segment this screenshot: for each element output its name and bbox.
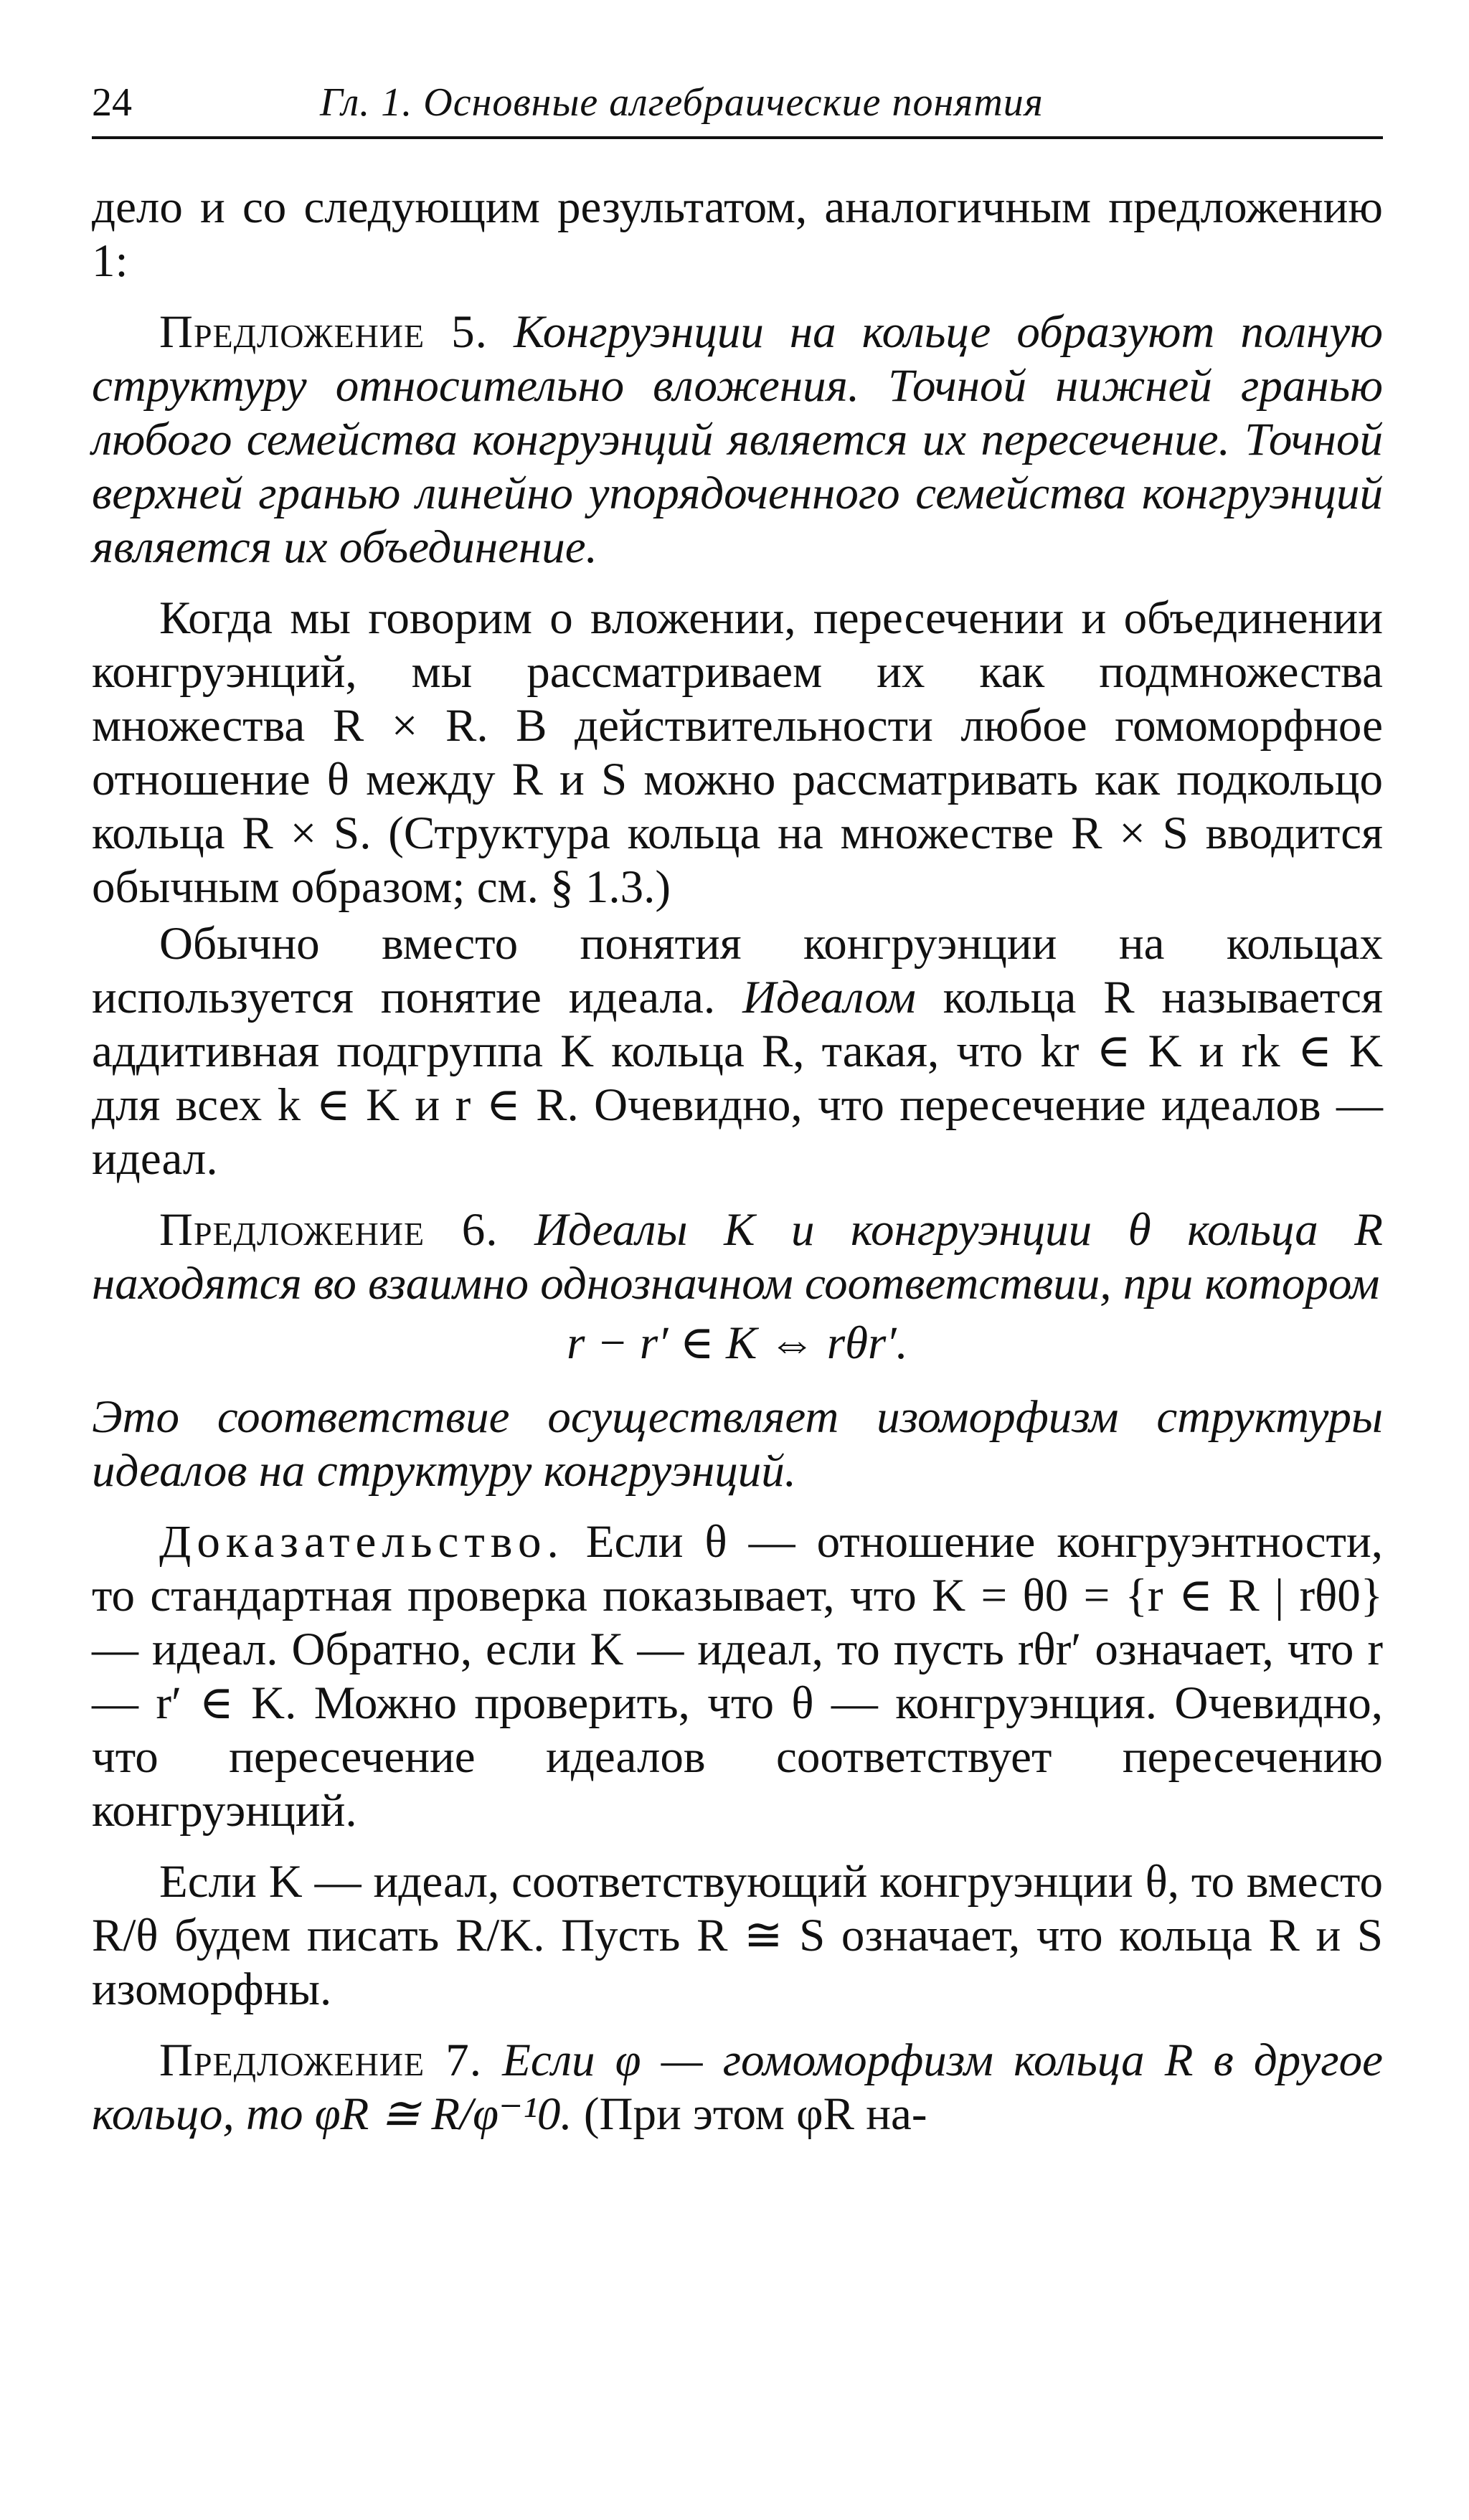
proposition-6-conclusion: Это соответствие осуществляет изоморфизм структуры идеалов на структуру конгруэнций. — [92, 1391, 1383, 1497]
proof-text: Если θ — отношение конгруэнтности, то стандартная проверка показывает, что K = θ0 = {r ∈ R | rθ0} — идеал. Обратно, если K — идеал, то пусть rθr′ означает, что r — r′ ∈ K. Можно проверить, что θ — конгруэнция. Очевидно, что пересечение идеалов соответствует пересечению конгруэнций. — [92, 1516, 1384, 1837]
paragraph-quotient-notation: Если K — идеал, соответствующий конгруэнции θ, то вместо R/θ будем писать R/K. Пусть R ≅ S означает, что кольца R и S изоморфны. — [92, 1856, 1383, 2015]
proposition-6 — [92, 1203, 1383, 1311]
proof-label: Доказательство. — [159, 1516, 565, 1568]
proposition-6-label: Предложение 6. — [159, 1204, 499, 1256]
proposition-6-formula: r − r′ ∈ K ⇔ rθr′. — [567, 1317, 908, 1369]
header-rule — [92, 136, 1383, 139]
running-title: Гл. 1. Основные алгебраические понятия — [320, 80, 1044, 125]
proposition-7 — [92, 2034, 1383, 2141]
proposition-7-label: Предложение 7. — [159, 2035, 483, 2086]
proposition-6-text: Идеалы K и конгруэнции θ кольца R находятся во взаимно однозначном соответствии, при котором — [92, 1204, 1383, 1309]
proposition-7-tail: (При этом φR на- — [583, 2088, 927, 2140]
ideal-term: Идеалом — [742, 972, 916, 1023]
proposition-5 — [92, 305, 1383, 574]
proposition-5-label: Предложение 5. — [159, 306, 488, 358]
paragraph-continuation: дело и со следующим результатом, аналогичным предложению 1: — [92, 181, 1383, 287]
paragraph-ideal-definition — [92, 917, 1383, 1186]
ideal-definition-text: кольца R называется аддитивная подгруппа K кольца R, такая, что kr ∈ K и rk ∈ K для всех k ∈ K и r ∈ R. Очевидно, что пересечение идеалов — идеал. — [92, 972, 1384, 1185]
page-body — [92, 181, 1383, 2141]
paragraph-inclusion: Когда мы говорим о вложении, пересечении и объединении конгруэнций, мы рассматриваем их как подмножества множества R × R. В действительности любое гомоморфное отношение θ между R и S можно рассматривать как подкольцо кольца R × S. (Структура кольца на множестве R × S вводится обычным образом; см. § 1.3.) — [92, 592, 1383, 913]
proposition-5-text: Конгруэнции на кольце образуют полную структуру относительно вложения. Точной нижней гранью любого семейства конгруэнций является их пересечение. Точной верхней гранью линейно упорядоченного семейства конгруэнций является их объединение. — [92, 306, 1384, 573]
proposition-7-text: Если φ — гомоморфизм кольца R в другое кольцо, то φR ≅ R/φ⁻¹0. — [92, 2035, 1383, 2140]
ideal-intro-text: Обычно вместо понятия конгруэнции на кольцах используется понятие идеала. — [92, 918, 1383, 1023]
page-header — [92, 77, 1383, 128]
page-number: 24 — [92, 80, 132, 125]
proof — [92, 1515, 1383, 1838]
